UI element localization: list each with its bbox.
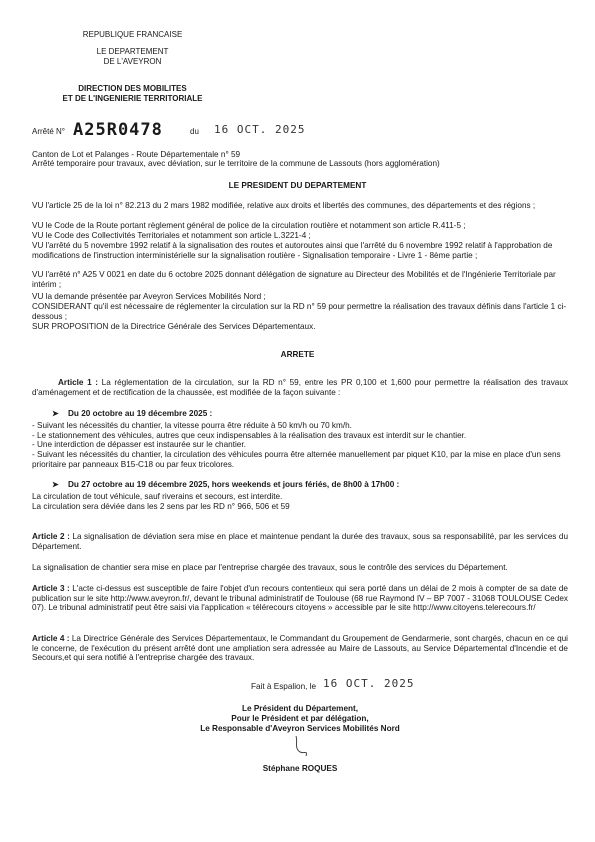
arrete-title: ARRETE — [280, 350, 315, 359]
article-1-label: Article 1 : — [58, 378, 99, 387]
signature-line-1: Le Président du Département, — [241, 704, 359, 713]
article-2 — [32, 532, 568, 551]
article-1-text: La réglementation de la circulation, sur la RD n° 59, entre les PR 0,100 et 1,600 pour permettre la réalisation des travaux d'aménagement et de rectification de la chaussée, est modifiée de la façon suivante : — [32, 378, 569, 397]
article-2-paragraph-2: La signalisation de chantier sera mise en place par l'entreprise chargée des travaux, sous le contrôle des services du Département. — [32, 563, 508, 572]
considerant-6: VU la demande présentée par Aveyron Services Mobilités Nord ; — [32, 292, 266, 301]
period-2-arrow: ➤ — [52, 480, 59, 489]
signatory-name: Stéphane ROQUES — [262, 764, 338, 773]
period-1-title: Du 20 octobre au 19 décembre 2025 : — [68, 409, 213, 418]
article-3-label: Article 3 : — [32, 584, 70, 593]
article-4 — [32, 634, 568, 663]
considerant-3: VU le Code des Collectivités Territoriales et notamment son article L.3221-4 ; — [32, 231, 311, 240]
article-3 — [32, 584, 568, 613]
considerant-8: SUR PROPOSITION de la Directrice Générale des Services Départementaux. — [32, 322, 316, 331]
considerant-4: VU l'arrêté du 5 novembre 1992 relatif à la signalisation des routes et autoroutes ainsi que l'arrêté du 6 novembre 1992 relatif à l'approbation de modifications de l'instruction interministérielle sur la signalisation routière - Signalisation temporaire - Livre 1 - 8ème partie ; — [32, 241, 553, 260]
direction-line-2: ET DE L'INGENIERIE TERRITORIALE — [62, 94, 203, 103]
list-item: - Le stationnement des véhicules, autres que ceux indispensables à la réalisation des travaux est interdit sur le chantier. — [32, 430, 467, 440]
considerant-2: VU le Code de la Route portant règlement général de police de la circulation routière et notamment son article R.411-5 ; — [32, 221, 466, 230]
signature-date-stamp: 16 OCT. 2025 — [323, 677, 415, 690]
article-4-label: Article 4 : — [32, 634, 70, 643]
article-2-text: La signalisation de déviation sera mise en place et maintenue pendant la durée des travaux, sous sa responsabilité, par les services du Département. — [32, 532, 569, 551]
arrete-label: Arrêté N° — [32, 127, 65, 136]
considerant-1: VU l'article 25 de la loi n° 82.213 du 2 mars 1982 modifiée, relative aux droits et libertés des communes, des départements et des régions ; — [32, 201, 536, 210]
signature-line-3: Le Responsable d'Aveyron Services Mobilités Nord — [200, 724, 400, 733]
article-4-text: La Directrice Générale des Services Départementaux, le Commandant du Groupement de Gendarmerie, sont chargés, chacun en ce qui le concerne, de l'exécution du présent arrêté dont une ampliation sera adressée au Maire de Lassouts, au Service Départemental d'Incendie et de Secours,et qui sera notifié à l'entreprise chargée des travaux. — [32, 634, 569, 663]
period-1-arrow: ➤ — [52, 409, 59, 418]
arrete-date-stamp: 16 OCT. 2025 — [214, 123, 306, 136]
list-item: La circulation de tout véhicule, sauf riverains et secours, est interdite. — [32, 492, 283, 501]
signature-line-2: Pour le Président et par délégation, — [231, 714, 369, 723]
article-2-label: Article 2 : — [32, 532, 70, 541]
department-name: DE L'AVEYRON — [103, 57, 162, 66]
department-line: LE DEPARTEMENT — [96, 47, 169, 56]
list-item: - Suivant les nécessités du chantier, la circulation des véhicules pourra être alternée manuellement par piquet K10, par la mise en place d'un sens prioritaire par panneaux B15-C18 ou par feux tricolores. — [32, 450, 561, 469]
handwritten-signature — [288, 732, 318, 760]
considerant-5: VU l'arrêté n° A25 V 0021 en date du 6 octobre 2025 donnant délégation de signature au Directeur des Mobilités et de l'Ingénierie Territoriale par intérim ; — [32, 270, 556, 289]
period-2-title: Du 27 octobre au 19 décembre 2025, hors weekends et jours fériés, de 8h00 à 17h00 : — [68, 480, 400, 489]
arrete-number-stamp: A25R0478 — [73, 120, 163, 140]
period-1-list — [32, 421, 572, 469]
signature-place: Fait à Espalion, le — [251, 682, 317, 691]
article-1 — [32, 378, 568, 397]
president-title: LE PRESIDENT DU DEPARTEMENT — [228, 181, 367, 190]
arrete-date-prefix: du — [190, 127, 199, 136]
period-2-list — [32, 492, 572, 511]
republic-header: REPUBLIQUE FRANCAISE — [82, 30, 183, 39]
list-item: La circulation sera déviée dans les 2 sens par les RD n° 966, 506 et 59 — [32, 501, 290, 511]
list-item: - Une interdiction de dépasser est instaurée sur le chantier. — [32, 440, 246, 450]
list-item: - Suivant les nécessités du chantier, la vitesse pourra être réduite à 50 km/h ou 70 km/h. — [32, 421, 352, 430]
canton-line: Canton de Lot et Palanges - Route Départementale n° 59 — [32, 150, 241, 159]
arrete-object: Arrêté temporaire pour travaux, avec déviation, sur le territoire de la commune de Lassouts (hors agglomération) — [32, 159, 440, 168]
considerant-7: CONSIDERANT qu'il est nécessaire de réglementer la circulation sur la RD n° 59 pour permettre la réalisation des travaux définis dans l'article 1 ci-dessous ; — [32, 302, 567, 321]
direction-line-1: DIRECTION DES MOBILITES — [78, 84, 187, 93]
article-3-text: L'acte ci-dessus est susceptible de faire l'objet d'un recours contentieux qui sera porté dans un délai de 2 mois à compter de sa date de publication sur le site http://www.aveyron.fr/, devant le tribunal administratif de Toulouse (68 rue Raymond IV – BP 7007 - 31068 TOULOUSE Cedex 07). Le tribunal administratif peut être saisi via l'application « télérecours citoyens » accessible par le site http://www.citoyens.telerecours.fr/ — [32, 584, 568, 613]
